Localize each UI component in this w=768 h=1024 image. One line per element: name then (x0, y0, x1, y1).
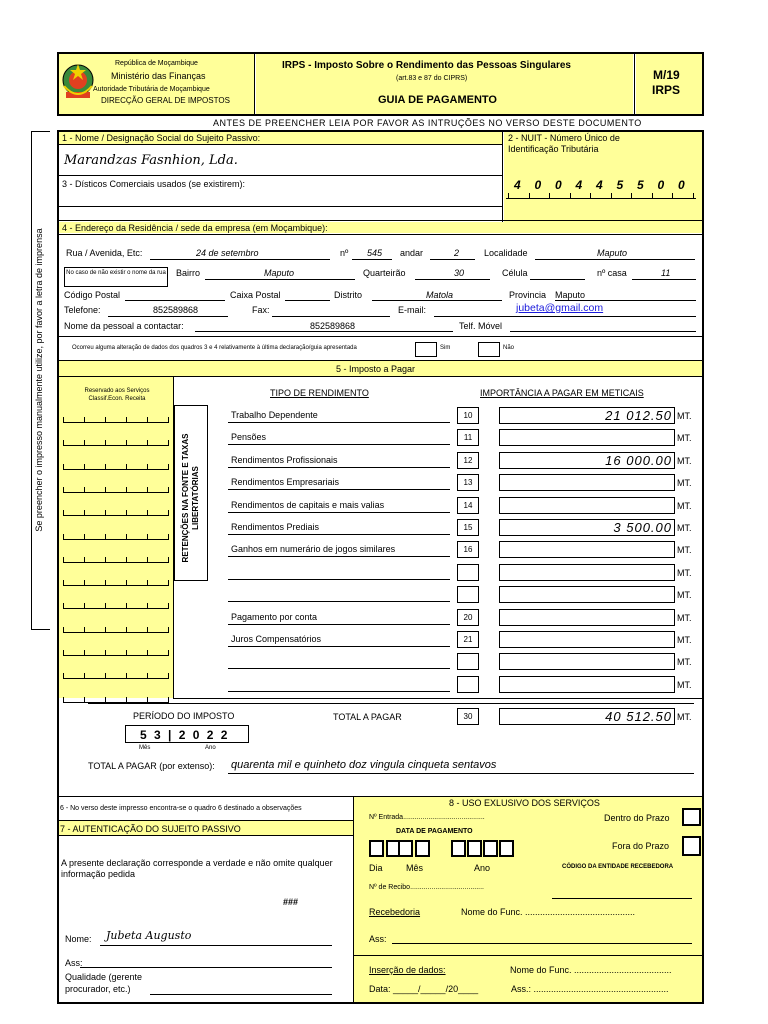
s8-nome-func2: Nome do Func. ....................................... (510, 965, 672, 975)
s5-imp-header: IMPORTÂNCIA A PAGAR EM METICAIS (480, 388, 644, 398)
s8-mes: Mês (406, 863, 424, 873)
s7-label: 7 - AUTENTICAÇÃO DO SUJEITO PASSIVO (60, 824, 241, 834)
income-row-amount-field[interactable] (499, 676, 675, 693)
s5-label: 5 - Imposto a Pagar (336, 364, 416, 374)
income-row-code: 10 (457, 407, 479, 424)
alter-sim-checkbox[interactable] (415, 342, 437, 357)
s6-text: 6 - No verso deste impresso encontra-se o quadro 6 destinado a observações (60, 805, 302, 812)
s8-cod-ent: CÓDIGO DA ENTIDADE RECEBEDORA (562, 864, 674, 870)
s4-quart-label: Quarteirão (363, 268, 406, 278)
extenso-label: TOTAL A PAGAR (por extenso): (88, 761, 215, 771)
s1-label: 1 - Nome / Designação Social do Sujeito Passivo: (62, 133, 261, 143)
income-row-mt: MT. (677, 567, 692, 578)
header-authority: Autoridade Tributária de Moçambique (93, 86, 210, 93)
income-row-amount: 3 500.00 (613, 520, 672, 535)
income-row-amount-field[interactable] (499, 653, 675, 670)
s4-label: 4 - Endereço da Residência / sede da empresa (em Moçambique): (62, 223, 328, 233)
header-code: M/19 (653, 68, 680, 82)
income-row-code: 15 (457, 519, 479, 536)
s4-contact-label: Nome da pessoal a contactar: (64, 321, 184, 331)
income-row-amount: 16 000.00 (605, 452, 672, 468)
s8-fora-checkbox[interactable] (682, 836, 701, 856)
header-code-irps: IRPS (652, 83, 681, 97)
income-row-label: Rendimentos Empresariais (231, 477, 340, 488)
s4-dist-value[interactable]: Matola (426, 290, 454, 300)
income-row-mt: MT. (677, 411, 692, 421)
total-code: 30 (457, 708, 479, 725)
s8-dentro-checkbox[interactable] (682, 808, 701, 826)
nuit-digit: 0 (534, 178, 542, 192)
s4-fax-label: Fax: (252, 305, 270, 315)
s2-label: 2 - NUIT - Número Único de Identificação Tributária (508, 133, 620, 154)
retencoes-box: RETENÇÕES NA FONTE E TAXAS LIBERTATÓRIAS (174, 405, 208, 581)
s7-nome-label: Nome: (65, 934, 92, 944)
reserved-column (59, 377, 173, 698)
income-row-mt: MT. (677, 590, 692, 601)
income-row-mt: MT. (677, 635, 692, 645)
s8-data-pag: DATA DE PAGAMENTO (396, 828, 473, 835)
s8-ass2: Ass.: ...................................................... (511, 984, 669, 994)
notice: ANTES DE PREENCHER LEIA POR FAVOR AS INTRUÇÕES NO VERSO DESTE DOCUMENTO (213, 118, 642, 128)
total-amount-value: 40 512.50 (605, 709, 672, 724)
income-row-mt: MT. (677, 500, 692, 511)
income-row-label: Pagamento por conta (231, 611, 318, 622)
s8-ano: Ano (474, 863, 491, 873)
income-row-label: Rendimentos Profissionais (231, 454, 338, 465)
header-directorate: DIRECÇÃO GERAL DE IMPOSTOS (101, 96, 230, 105)
s4-n-label: nº (340, 248, 349, 258)
header-article: (art.83 e 87 do CIPRS) (396, 75, 468, 82)
periodo-label: PERÍODO DO IMPOSTO (133, 711, 235, 721)
s8-entrada: Nº Entrada.......................................... (369, 814, 485, 821)
s8-insercao: Inserção de dados: (369, 965, 446, 975)
income-row-mt: MT. (677, 433, 692, 444)
income-row-amount: 21 012.50 (605, 408, 672, 423)
alter-nao-label: Não (503, 345, 515, 351)
s8-ass: Ass: (369, 934, 387, 944)
income-row-amount-field[interactable] (499, 541, 675, 558)
s8-dia: Dia (369, 863, 383, 873)
income-row-code: 21 (457, 631, 479, 648)
s8-data: Data: _____/_____/20____ (369, 984, 479, 994)
s4-casa-value[interactable]: 11 (661, 268, 671, 278)
income-row-mt: MT. (677, 545, 692, 556)
s3-label: 3 - Dísticos Comerciais usados (se existirem): (62, 179, 246, 189)
s8-recibo: Nº de Recibo...................................... (369, 884, 484, 891)
income-row-label: Pensões (231, 432, 267, 443)
income-row-code: 16 (457, 541, 479, 558)
income-row-code: 13 (457, 474, 479, 491)
reserved-label: Reservado aos Serviços Classif.Econ. Receita (84, 388, 150, 402)
income-row-mt: MT. (677, 455, 692, 466)
s4-contact-value[interactable]: 852589868 (310, 321, 356, 331)
header-title: IRPS - Imposto Sobre o Rendimento das Pessoas Singulares (282, 60, 571, 71)
s7-decl: A presente declaração corresponde a verdade e não omite qualquer informação pedida (61, 858, 333, 879)
income-row-mt: MT. (677, 679, 692, 690)
alter-nao-checkbox[interactable] (478, 342, 500, 357)
income-row-label: Juros Compensatórios (231, 634, 322, 644)
periodo-mes-label: Mês (139, 745, 151, 751)
header-republic: República de Moçambique (115, 60, 198, 67)
s4-tel-label: Telefone: (64, 305, 101, 315)
header-ministry: Ministério das Finanças (111, 71, 206, 81)
s4-cel-label: Célula (502, 268, 528, 278)
s4-casa-label: nº casa (597, 268, 627, 278)
income-row-code: 14 (457, 497, 479, 514)
s4-cx-label: Caixa Postal (230, 290, 281, 300)
s7-nome-value[interactable]: Jubeta Augusto (106, 929, 192, 942)
income-row-code: 20 (457, 609, 479, 626)
s1-name-value[interactable]: Marandzas Fasnhion, Lda. (64, 153, 238, 168)
income-row-code (457, 564, 479, 581)
nuit-digit: 4 (596, 178, 603, 192)
alter-sim-label: Sim (440, 345, 451, 351)
income-row-mt: MT. (677, 657, 692, 668)
s4-n-value[interactable]: 545 (367, 248, 383, 258)
income-row-amount-field[interactable] (499, 631, 675, 648)
s4-andar-value[interactable]: 2 (454, 248, 460, 258)
income-row-label: Rendimentos Prediais (231, 522, 320, 532)
income-row-code: 11 (457, 429, 479, 446)
nuit-field[interactable] (506, 174, 702, 204)
s4-dist-label: Distrito (334, 290, 363, 300)
income-row-code: 12 (457, 452, 479, 469)
nuit-digit: 4 (575, 178, 583, 192)
income-row-code (457, 586, 479, 603)
s8-receb: Recebedoria (369, 907, 421, 917)
s4-prov-value[interactable]: Maputo (555, 290, 586, 300)
s8-label: 8 - USO EXLUSIVO DOS SERVIÇOS (449, 798, 600, 808)
income-row-code (457, 676, 479, 693)
s5-tipo-header: TIPO DE RENDIMENTO (270, 388, 369, 398)
s4-loc-value[interactable]: Maputo (597, 248, 628, 258)
income-row-mt: MT. (677, 612, 692, 623)
s7-ass-label: Ass: (65, 958, 83, 968)
income-row-label: Rendimentos de capitais e mais valias (231, 499, 385, 510)
s8-fora-label: Fora do Prazo (612, 841, 670, 851)
income-row-code (457, 653, 479, 670)
s4-cp-label: Código Postal (64, 290, 121, 300)
income-row-amount-field[interactable] (499, 609, 675, 626)
s4-prov-label: Provincia (509, 290, 547, 300)
nuit-digit: 5 (616, 178, 624, 192)
s4-bairro-label: Bairro (176, 268, 201, 278)
s4-andar-label: andar (400, 248, 424, 258)
nuit-digit: 5 (637, 178, 644, 192)
income-row-amount-field[interactable] (499, 497, 675, 514)
periodo-field[interactable]: 5 3 | 2 0 2 2 (125, 725, 249, 743)
nuit-digit: 0 (678, 178, 685, 192)
s4-email-value[interactable]: jubeta@gmail.com (516, 302, 604, 314)
income-row-mt: MT. (677, 523, 692, 533)
s4-rua-value[interactable]: 24 de setembro (196, 248, 259, 258)
s4-note-box: No caso de não existir o nome da rua (64, 267, 168, 287)
s8-dentro-label: Dentro do Prazo (604, 813, 670, 823)
nuit-digit: 0 (657, 178, 665, 192)
s4-rua-label: Rua / Avenida, Etc: (66, 248, 143, 258)
income-row-label: Trabalho Dependente (231, 410, 318, 420)
income-row-amount-field[interactable] (499, 586, 675, 603)
alter-text: Ocorreu alguma alteração de dados dos quadros 3 e 4 relativamente à última declaração/guia apresentada (72, 345, 357, 351)
s4-loc-label: Localidade (484, 248, 528, 258)
income-row-amount-field[interactable] (499, 429, 675, 446)
emblem-logo (60, 58, 96, 104)
income-row-amount-field[interactable] (499, 474, 675, 491)
nuit-digit: 4 (514, 178, 521, 192)
s4-email-label: E-mail: (398, 305, 427, 315)
income-row-mt: MT. (677, 478, 692, 489)
income-row-amount-field[interactable] (499, 564, 675, 581)
s4-tel-value[interactable]: 852589868 (153, 305, 199, 315)
total-label: TOTAL A PAGAR (333, 712, 402, 722)
s7-qual-label: Qualidade (gerente procurador, etc.) (65, 972, 143, 994)
total-mt: MT. (677, 712, 692, 722)
s4-bairro-value[interactable]: Maputo (264, 268, 295, 278)
periodo-ano-label: Ano (205, 745, 216, 751)
s8-nome-func: Nome do Func. ............................................ (461, 907, 636, 917)
header-guia: GUIA DE PAGAMENTO (378, 94, 497, 106)
s7-hash: ### (283, 897, 299, 907)
s4-telm-label: Telf. Móvel (459, 321, 503, 331)
extenso-value[interactable]: quarenta mil e quinheto doz vingula cinqueta sentavos (231, 759, 497, 771)
s4-quart-value[interactable]: 30 (454, 268, 465, 278)
nuit-digit: 0 (555, 178, 562, 192)
income-row-label: Ganhos em numerário de jogos similares (231, 544, 396, 555)
